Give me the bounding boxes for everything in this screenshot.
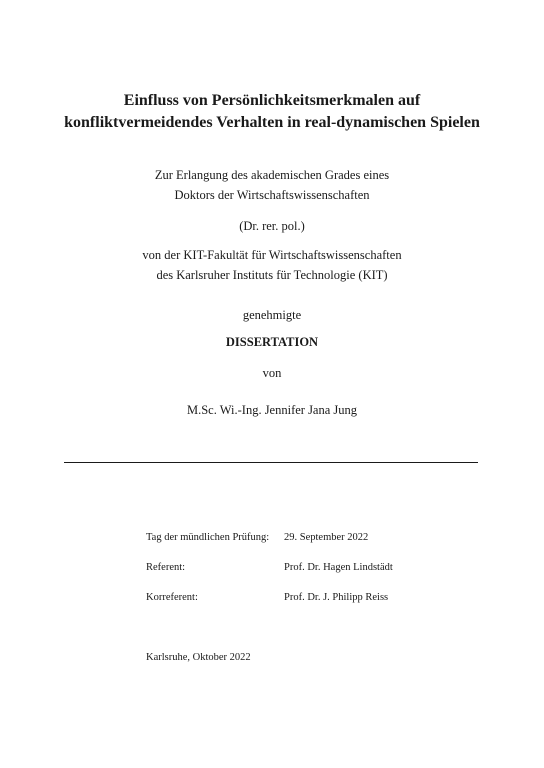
faculty-line-1: von der KIT-Fakultät für Wirtschaftswissenschaften — [142, 248, 402, 262]
dissertation-title — [0, 90, 544, 134]
exam-date-value: 29. September 2022 — [284, 532, 369, 543]
coreferee-label: Korreferent: — [146, 592, 198, 603]
degree-abbreviation: (Dr. rer. pol.) — [239, 219, 305, 233]
place-date: Karlsruhe, Oktober 2022 — [146, 652, 251, 663]
degree-line-2: Doktors der Wirtschaftswissenschaften — [174, 188, 370, 202]
approved-text: genehmigte — [242, 308, 302, 322]
referee-label: Referent: — [146, 562, 186, 573]
author-name: M.Sc. Wi.-Ing. Jennifer Jana Jung — [186, 403, 358, 417]
coreferee-value: Prof. Dr. J. Philipp Reiss — [284, 592, 389, 603]
faculty-line-2: des Karlsruher Instituts für Technologie (KIT) — [156, 268, 388, 282]
degree-line-1: Zur Erlangung des akademischen Grades eines — [154, 168, 390, 182]
horizontal-divider — [64, 462, 478, 463]
title-line-2: konfliktvermeidendes Verhalten in real-dynamischen Spielen — [64, 114, 480, 131]
by-text: von — [262, 366, 282, 380]
document-type: DISSERTATION — [225, 335, 319, 349]
exam-date-label: Tag der mündlichen Prüfung: — [146, 532, 270, 543]
referee-value: Prof. Dr. Hagen Lindstädt — [284, 562, 393, 573]
title-line-1: Einfluss von Persönlichkeitsmerkmalen auf — [123, 92, 421, 109]
